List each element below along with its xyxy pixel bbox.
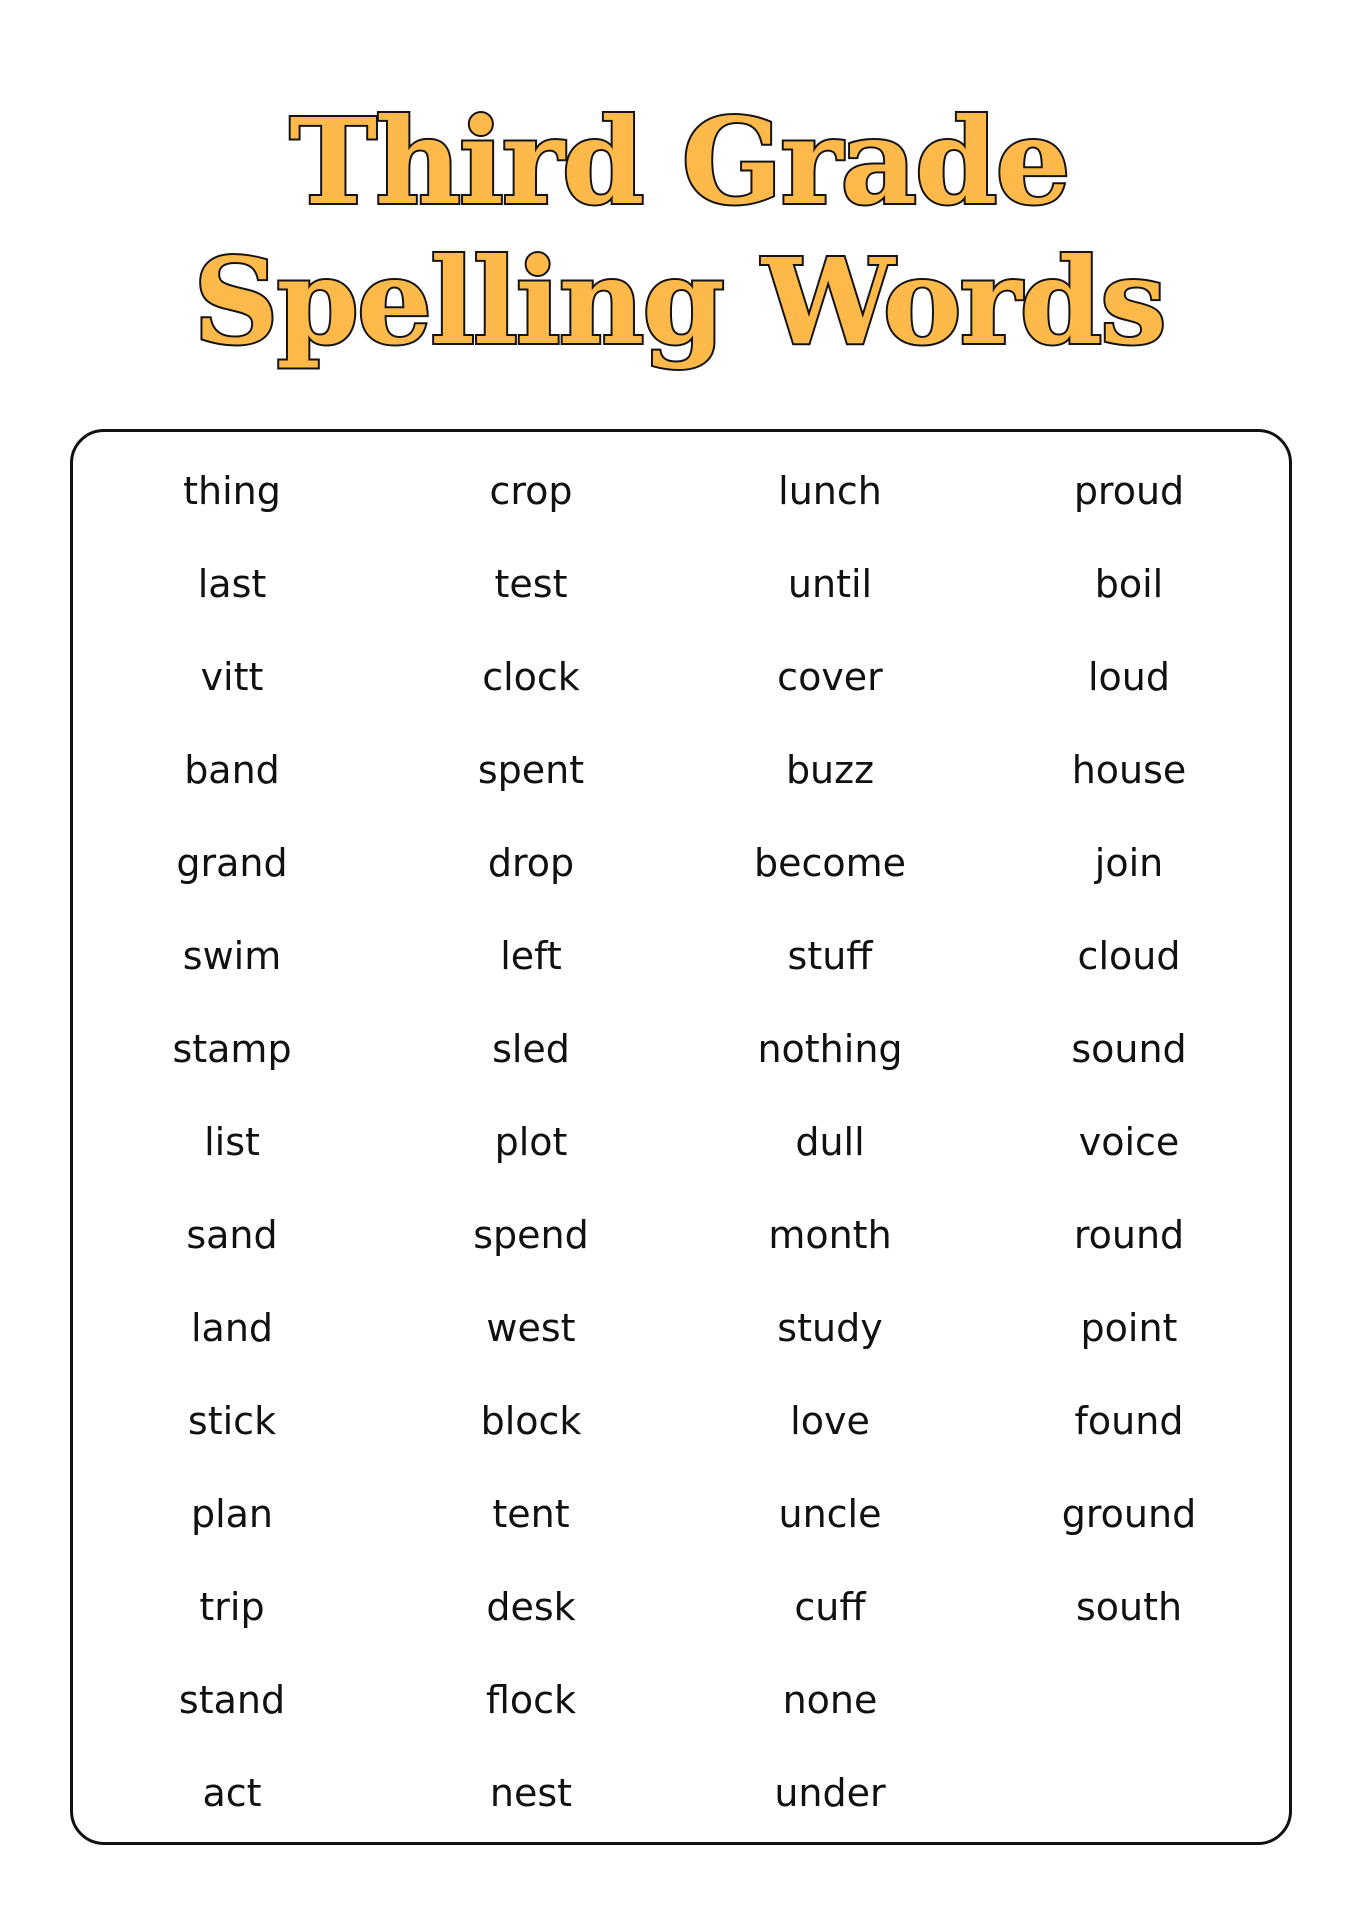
word-column-1: [82, 456, 382, 1851]
spelling-word: last: [197, 562, 267, 606]
title-line-1: Third Grade: [289, 92, 1069, 231]
spelling-word: sand: [186, 1213, 278, 1257]
spelling-word: dull: [795, 1120, 865, 1164]
spelling-word: nothing: [757, 1027, 903, 1071]
spelling-word: boil: [1094, 562, 1164, 606]
spelling-word: swim: [182, 934, 282, 978]
spelling-word: become: [753, 841, 907, 885]
spelling-word: cover: [777, 655, 883, 699]
spelling-word: grand: [176, 841, 288, 885]
spelling-word: stamp: [172, 1027, 292, 1071]
spelling-word: month: [768, 1213, 892, 1257]
spelling-word: nest: [489, 1771, 573, 1815]
spelling-word: band: [184, 748, 280, 792]
spelling-word: stand: [178, 1678, 286, 1722]
spelling-word: voice: [1078, 1120, 1180, 1164]
spelling-word: plot: [494, 1120, 568, 1164]
page-title: [0, 92, 1358, 372]
spelling-word: proud: [1073, 469, 1185, 513]
title-line-2: Spelling Words: [193, 232, 1165, 371]
spelling-word: round: [1073, 1213, 1185, 1257]
spelling-word: buzz: [785, 748, 875, 792]
spelling-word: block: [480, 1399, 582, 1443]
spelling-word: stuff: [787, 934, 873, 978]
spelling-word: loud: [1087, 655, 1170, 699]
spelling-word: south: [1075, 1585, 1183, 1629]
spelling-word: trip: [199, 1585, 265, 1629]
spelling-word: spend: [473, 1213, 589, 1257]
spelling-word: cloud: [1077, 934, 1181, 978]
spelling-word: tent: [492, 1492, 570, 1536]
spelling-word: flock: [485, 1678, 577, 1722]
spelling-word: sled: [492, 1027, 570, 1071]
spelling-word: under: [774, 1771, 886, 1815]
spelling-word: list: [204, 1120, 260, 1164]
spelling-word: act: [202, 1771, 262, 1815]
word-column-2: [381, 456, 681, 1851]
spelling-word: drop: [487, 841, 575, 885]
spelling-word: study: [777, 1306, 883, 1350]
spelling-word: cuff: [794, 1585, 866, 1629]
spelling-word: thing: [183, 469, 281, 513]
spelling-word: test: [494, 562, 568, 606]
spelling-word: ground: [1061, 1492, 1197, 1536]
spelling-word: spent: [477, 748, 585, 792]
spelling-word: found: [1074, 1399, 1184, 1443]
spelling-word: uncle: [778, 1492, 882, 1536]
spelling-word: vitt: [200, 655, 264, 699]
spelling-word: love: [790, 1399, 870, 1443]
spelling-word: land: [190, 1306, 274, 1350]
word-columns: [73, 432, 1289, 1842]
spelling-word: house: [1071, 748, 1187, 792]
word-list-panel: [70, 429, 1292, 1845]
spelling-word: left: [500, 934, 562, 978]
spelling-word: point: [1080, 1306, 1178, 1350]
word-column-3: [680, 456, 980, 1851]
spelling-word: stick: [187, 1399, 277, 1443]
spelling-word: west: [486, 1306, 576, 1350]
spelling-word: desk: [486, 1585, 576, 1629]
word-column-4: [979, 456, 1279, 1665]
spelling-word: crop: [489, 469, 573, 513]
spelling-word: none: [782, 1678, 878, 1722]
spelling-word: sound: [1071, 1027, 1187, 1071]
spelling-word: until: [787, 562, 873, 606]
spelling-word: clock: [482, 655, 580, 699]
spelling-word: lunch: [778, 469, 882, 513]
spelling-word: join: [1094, 841, 1164, 885]
spelling-word: plan: [190, 1492, 274, 1536]
